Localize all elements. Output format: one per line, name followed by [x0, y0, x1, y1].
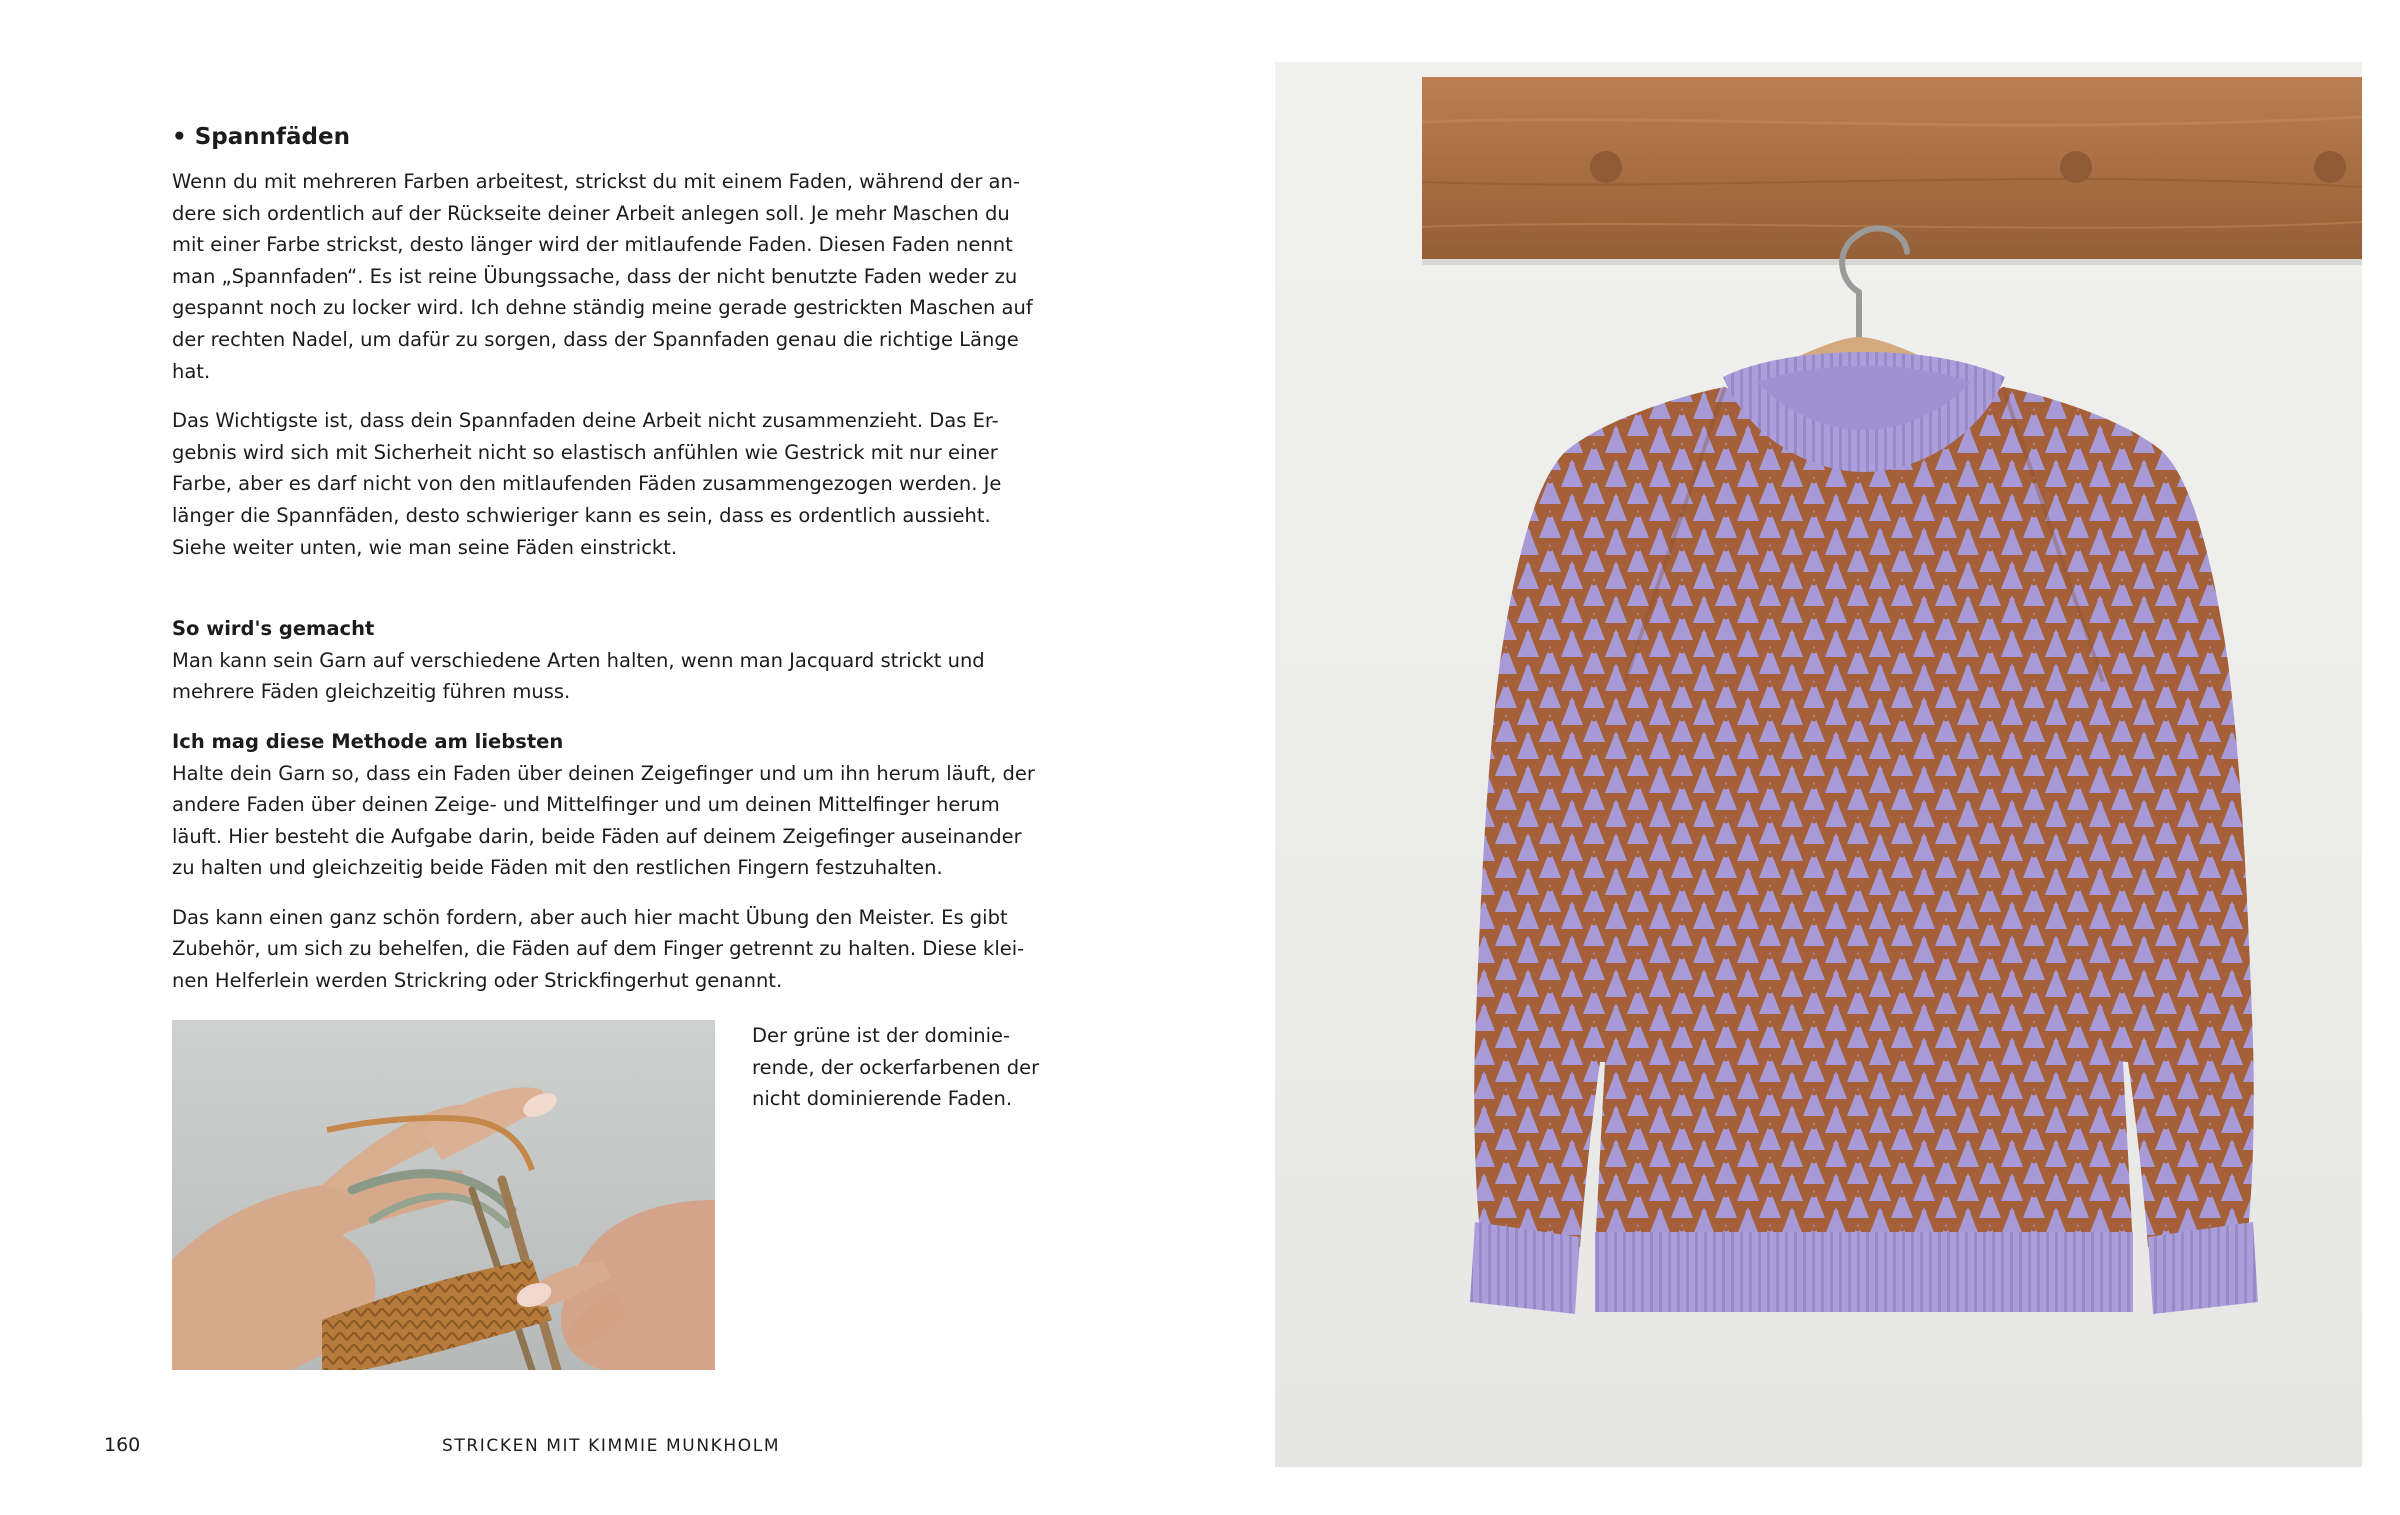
- paragraph-zubehoer: Das kann einen ganz schön fordern, aber auch hier macht Übung den Meister. Es gibt Zubehör, um sich zu behelfen, die Fäden auf dem Finger getrennt zu halten. Diese klei-nen Helferlein werden Strickring oder Strickfingerhut genannt.: [172, 905, 1025, 993]
- photo-caption: Der grüne ist der dominie-rende, der ockerfarbenen der nicht dominierende Faden.: [752, 1024, 1040, 1111]
- hand-knitting-photo: [172, 1020, 715, 1370]
- paragraph-wichtigste: Das Wichtigste ist, dass dein Spannfaden deine Arbeit nicht zusammenzieht. Das Er-gebnis wird sich mit Sicherheit nicht so elastisch anfühlen wie Gestrick mit nur einer Farbe, aber es darf nicht von den mitlaufenden Fäden zusammengezogen werden. Je länger die Spannfäden, desto schwieriger kann es sein, dass es ordentlich aussieht. Siehe weiter unten, wie man seine Fäden einstrickt.: [172, 409, 1002, 559]
- page-number: 160: [104, 1434, 141, 1456]
- running-title: STRICKEN MIT KIMMIE MUNKHOLM: [442, 1436, 781, 1456]
- paragraph-spannfaeden: Wenn du mit mehreren Farben arbeitest, strickst du mit einem Faden, während der an-dere sich ordentlich auf der Rückseite deiner Arbeit anlegen soll. Je mehr Maschen du mit einer Farbe strickst, desto länger wird der mitlaufende Faden. Diesen Faden nennt man „Spannfaden“. Es ist reine Übungssache, dass der nicht benutzte Faden weder zu gespannt noch zu locker wird. Ich dehne ständig meine gerade gestrickten Maschen auf der rechten Nadel, um dafür zu sorgen, dass der Spannfaden genau die richtige Länge hat.: [172, 170, 1033, 383]
- text-column: [172, 120, 1042, 997]
- paragraph-methode: Halte dein Garn so, dass ein Faden über deinen Zeigefinger und um ihn herum läuft, der andere Faden über deinen Zeige- und Mittelfinger und um deinen Mittelfinger herum läuft. Hier besteht die Aufgabe darin, beide Fäden auf deinem Zeigefinger auseinander zu halten und gleichzeitig beide Fäden mit den restlichen Fingern festzuhalten.: [172, 761, 1035, 880]
- sweater-photo: [1275, 62, 2362, 1467]
- subheading-methode: Ich mag diese Methode am liebsten: [172, 729, 564, 753]
- subheading-so-wirds-gemacht: So wird's gemacht: [172, 617, 375, 641]
- hand-knitting-illustration: [172, 1020, 715, 1370]
- section-heading: • Spannfäden: [172, 124, 350, 150]
- paragraph-garn-halten: Man kann sein Garn auf verschiedene Arten halten, wenn man Jacquard strickt und mehrere Fäden gleichzeitig führen muss.: [172, 648, 985, 704]
- sweater-illustration: [1275, 62, 2362, 1467]
